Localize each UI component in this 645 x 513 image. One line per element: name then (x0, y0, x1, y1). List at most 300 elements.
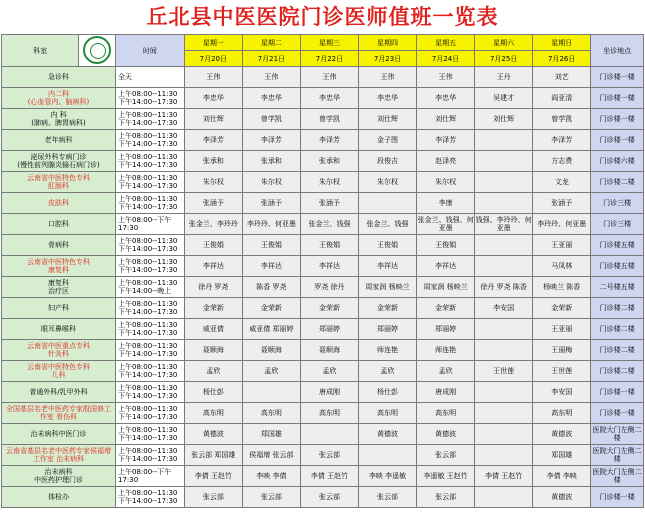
doctor-cell: 张云部 (417, 487, 475, 508)
time-cell-line: 上午08:00--11:30 (117, 279, 178, 287)
dept-cell (2, 172, 116, 193)
time-cell (115, 130, 184, 151)
table-row (2, 130, 644, 151)
doctor-cell: 李安国 (475, 298, 533, 319)
time-cell-line: 上午08:00--11:30 (117, 321, 178, 329)
weekday-header: 星期四 (358, 35, 416, 51)
dept-cell (2, 214, 116, 235)
doctor-cell: 李泽芳 (242, 130, 300, 151)
dept-cell (2, 109, 116, 130)
date-header: 7月25日 (475, 51, 533, 67)
dept-cell-line: 治疗区 (47, 287, 69, 295)
table-row (2, 298, 644, 319)
time-cell (115, 214, 184, 235)
dept-cell (2, 130, 116, 151)
doctor-cell: 李忠华 (184, 88, 242, 109)
doctor-cell: 曾学凯 (300, 109, 358, 130)
dept-cell (2, 487, 116, 508)
dept-cell-line: 云南省中医特色专科 (26, 258, 90, 266)
doctor-cell: 周家润 杨映兰 (358, 277, 416, 298)
doctor-cell: 高东明 (417, 403, 475, 424)
doctor-cell: 张云部 (358, 487, 416, 508)
doctor-cell: 黄德波 (417, 424, 475, 445)
table-row (2, 235, 644, 256)
doctor-cell: 孟欣 (417, 361, 475, 382)
dept-cell-line: 云南省基层名老中医药专家侯福增 (5, 447, 111, 455)
location-cell: 门诊楼一楼 (591, 130, 644, 151)
doctor-cell: 孟欣 (358, 361, 416, 382)
time-cell-line: 下午14:00--17:30 (117, 308, 178, 316)
time-cell-line: 上午08:00--11:30 (117, 153, 178, 161)
time-cell-line: 上午08:00--11:30 (117, 489, 178, 497)
doctor-cell: 张承和 (300, 151, 358, 172)
dept-cell (2, 88, 116, 109)
dept-cell (2, 256, 116, 277)
location-cell: 门诊楼二楼 (591, 361, 644, 382)
dept-cell (2, 193, 116, 214)
dept-cell-line: 泌尿外科专病门诊 (30, 153, 87, 161)
doctor-cell: 李玲玲、何亚墨 (533, 214, 591, 235)
dept-cell-line: 治未病科中医门诊 (30, 430, 87, 438)
weekday-header: 星期三 (300, 35, 358, 51)
doctor-cell: 刘仕辉 (184, 109, 242, 130)
date-header: 7月21日 (242, 51, 300, 67)
doctor-cell (475, 403, 533, 424)
location-cell: 门诊楼二楼 (591, 340, 644, 361)
weekday-header: 星期二 (242, 35, 300, 51)
doctor-cell (475, 340, 533, 361)
doctor-cell: 王亚丽 (533, 319, 591, 340)
doctor-cell: 王俊娟 (358, 235, 416, 256)
time-cell (115, 424, 184, 445)
doctor-cell: 赵泽亮 (417, 151, 475, 172)
doctor-cell: 张金兰、李玲玲 (184, 214, 242, 235)
time-cell-line: 上午08:00--11:30 (117, 342, 178, 350)
doctor-cell: 孟欣 (300, 361, 358, 382)
time-cell (115, 319, 184, 340)
time-cell-line: 下午14:00--17:30 (117, 392, 178, 400)
time-cell (115, 109, 184, 130)
time-header: 时间 (115, 35, 184, 67)
time-cell-line: 下午14:00--17:30 (117, 98, 178, 106)
table-row (2, 319, 644, 340)
dept-cell-line: 普通外科/乳甲外科 (29, 388, 88, 396)
date-header: 7月20日 (184, 51, 242, 67)
doctor-cell (475, 172, 533, 193)
doctor-cell: 王伟 (358, 67, 416, 88)
doctor-cell: 黄德波 (533, 424, 591, 445)
dept-cell (2, 424, 116, 445)
time-cell-line: 下午14:00--17:30 (117, 245, 178, 253)
doctor-cell (475, 319, 533, 340)
location-cell: 门诊三楼 (591, 214, 644, 235)
doctor-cell: 张承和 (242, 151, 300, 172)
location-cell: 门诊楼五楼 (591, 256, 644, 277)
doctor-cell: 张金兰、钱强 (358, 214, 416, 235)
doctor-cell: 杨映兰 陈香 (533, 277, 591, 298)
time-cell-line: 上午08:00--11:30 (117, 174, 178, 182)
dept-cell (2, 151, 116, 172)
doctor-cell: 钱强、李玲玲、何亚墨 (475, 214, 533, 235)
doctor-cell (475, 256, 533, 277)
doctor-cell: 李安国 (533, 382, 591, 403)
doctor-cell: 曾学凯 (242, 109, 300, 130)
date-header: 7月24日 (417, 51, 475, 67)
doctor-cell: 王俊娟 (184, 235, 242, 256)
location-cell: 医院大门左侧二楼 (591, 466, 644, 487)
time-cell-line: 上午08:00--11:30 (117, 426, 178, 434)
doctor-cell: 陈香 罗尧 (242, 277, 300, 298)
doctor-cell: 朱尔权 (417, 172, 475, 193)
time-cell (115, 277, 184, 298)
doctor-cell: 张云部 (300, 487, 358, 508)
time-cell (115, 466, 184, 487)
table-row (2, 361, 644, 382)
dept-cell-line: 急诊科 (47, 73, 69, 81)
doctor-cell: 王伟 (417, 67, 475, 88)
date-header: 7月26日 (533, 51, 591, 67)
doctor-cell: 张云部 (184, 487, 242, 508)
doctor-cell: 李祥达 (417, 256, 475, 277)
time-cell-line: 下午14:00--17:30 (117, 119, 178, 127)
doctor-cell: 朱尔权 (242, 172, 300, 193)
time-cell-line: 全天 (117, 73, 132, 81)
time-cell-line: 下午14:00--17:30 (117, 455, 178, 463)
doctor-cell: 金荣新 (358, 298, 416, 319)
doctor-cell: 王世莲 (533, 361, 591, 382)
doctor-cell: 李祥达 (242, 256, 300, 277)
time-cell-line: 下午14:00--17:30 (117, 350, 178, 358)
time-cell-line: 下午14:00--17:30 (117, 434, 178, 442)
date-header: 7月23日 (358, 51, 416, 67)
doctor-cell: 周家润 杨映兰 (417, 277, 475, 298)
doctor-cell: 聂顺海 (184, 340, 242, 361)
dept-cell-line: 内二科 (47, 90, 69, 98)
time-cell-line: 下午14:00--17:30 (117, 413, 178, 421)
time-cell-line: 下午14:00--17:30 (117, 329, 178, 337)
time-cell-line: 17:30 (117, 224, 139, 232)
doctor-cell: 聂顺海 (300, 340, 358, 361)
doctor-cell: 王丹 (475, 67, 533, 88)
time-cell-line: 下午14:00--17:30 (117, 140, 178, 148)
doctor-cell: 朱尔权 (184, 172, 242, 193)
dept-cell-line: 治未病科 (44, 468, 73, 476)
time-cell (115, 172, 184, 193)
doctor-cell: 李忠华 (300, 88, 358, 109)
doctor-cell (475, 130, 533, 151)
doctor-cell: 王伟 (300, 67, 358, 88)
doctor-cell: 李映 李遥敏 (358, 466, 416, 487)
doctor-cell: 李泽芳 (300, 130, 358, 151)
dept-cell-line: 中医药护理门诊 (33, 476, 83, 484)
dept-cell (2, 445, 116, 466)
doctor-cell: 张金兰、钱强、何亚墨 (417, 214, 475, 235)
time-cell (115, 361, 184, 382)
location-cell: 门诊楼一楼 (591, 88, 644, 109)
doctor-cell: 王俊娟 (417, 235, 475, 256)
time-cell-line: 下午14:00--17:30 (117, 371, 178, 379)
doctor-cell: 金荣新 (533, 298, 591, 319)
time-cell-line: 上午08:00--11:30 (117, 111, 178, 119)
doctor-cell: 唐成刚 (417, 382, 475, 403)
dept-cell-line: 康复科 (47, 279, 69, 287)
doctor-cell: 李倩 王赵竹 (184, 466, 242, 487)
doctor-cell: 郑丽婷 (417, 319, 475, 340)
dept-cell (2, 67, 116, 88)
doctor-cell: 金子图 (358, 130, 416, 151)
location-cell: 门诊楼一楼 (591, 403, 644, 424)
location-cell: 二号楼五楼 (591, 277, 644, 298)
doctor-cell (475, 235, 533, 256)
table-row (2, 193, 644, 214)
doctor-cell: 吴建才 (475, 88, 533, 109)
time-cell-line: 17:30 (117, 476, 139, 484)
doctor-cell: 孟欣 (242, 361, 300, 382)
location-cell: 门诊楼一楼 (591, 487, 644, 508)
doctor-cell: 师连艳 (358, 340, 416, 361)
doctor-cell: 张云部 (300, 445, 358, 466)
location-cell: 门诊楼一楼 (591, 109, 644, 130)
doctor-cell: 曾学凯 (533, 109, 591, 130)
time-cell (115, 88, 184, 109)
doctor-cell: 朱尔权 (300, 172, 358, 193)
time-cell (115, 298, 184, 319)
time-cell (115, 193, 184, 214)
doctor-cell (358, 193, 416, 214)
time-cell-line: 下午14:00--17:30 (117, 161, 178, 169)
doctor-cell (242, 382, 300, 403)
doctor-cell: 张云部 (242, 487, 300, 508)
table-row (2, 445, 644, 466)
location-cell: 门诊楼二楼 (591, 172, 644, 193)
doctor-cell: 李玲玲、何亚墨 (242, 214, 300, 235)
doctor-cell: 孟欣 (184, 361, 242, 382)
doctor-cell: 高东明 (184, 403, 242, 424)
doctor-cell (300, 424, 358, 445)
dept-cell-line: 皮肤科 (47, 199, 69, 207)
doctor-cell: 侯福增 张云部 (242, 445, 300, 466)
time-cell-line: 下午14:00--17:30 (117, 203, 178, 211)
dept-cell-line: 体检办 (47, 493, 69, 501)
dept-cell-line: 工作室 治未病科 (32, 455, 85, 463)
doctor-cell (475, 424, 533, 445)
doctor-cell: 威亚倩 (184, 319, 242, 340)
doctor-cell: 刘仕辉 (417, 109, 475, 130)
dept-cell-line: 儿科 (51, 371, 66, 379)
doctor-cell (475, 193, 533, 214)
table-row (2, 67, 644, 88)
time-cell-line: 上午08:00--11:30 (117, 195, 178, 203)
doctor-cell: 阎亚清 (533, 88, 591, 109)
table-row (2, 424, 644, 445)
location-cell: 医院大门左侧二楼 (591, 424, 644, 445)
doctor-cell: 黄德波 (358, 424, 416, 445)
dept-cell (2, 340, 116, 361)
weekday-header: 星期一 (184, 35, 242, 51)
location-cell: 门诊楼一楼 (591, 67, 644, 88)
dept-cell-line: 妇产科 (47, 304, 69, 312)
doctor-cell: 张涵予 (242, 193, 300, 214)
location-header: 坐诊地点 (591, 35, 644, 67)
doctor-cell: 唐成刚 (300, 382, 358, 403)
table-row (2, 403, 644, 424)
location-cell: 门诊楼一楼 (591, 382, 644, 403)
doctor-cell: 张金兰、钱强 (300, 214, 358, 235)
doctor-cell: 王俊娟 (300, 235, 358, 256)
time-cell-line: 下午14:00--晚上 (117, 287, 172, 295)
dept-cell (2, 277, 116, 298)
doctor-cell: 王世莲 (475, 361, 533, 382)
doctor-cell: 张云部 郑国雄 (184, 445, 242, 466)
hospital-emblem-icon (83, 36, 111, 64)
dept-cell (2, 466, 116, 487)
table-row (2, 88, 644, 109)
dept-cell-line: (心血管内、脑病科) (27, 98, 90, 106)
doctor-cell: 金荣新 (184, 298, 242, 319)
doctor-cell: 文龙 (533, 172, 591, 193)
doctor-cell: 高东明 (533, 403, 591, 424)
table-row (2, 214, 644, 235)
doctor-cell: 金荣新 (242, 298, 300, 319)
doctor-cell: 徐丹 罗尧 陈香 (475, 277, 533, 298)
doctor-cell: 李康 (417, 193, 475, 214)
time-cell-line: 上午08:00--下午 (117, 468, 172, 476)
doctor-cell: 李泽芳 (533, 130, 591, 151)
location-cell: 门诊三楼 (591, 193, 644, 214)
doctor-cell: 李祥达 (358, 256, 416, 277)
doctor-cell: 罗尧 徐丹 (300, 277, 358, 298)
table-row (2, 382, 644, 403)
doctor-cell: 段俊吉 (358, 151, 416, 172)
doctor-cell: 李映 李倩 (242, 466, 300, 487)
doctor-cell: 李泽芳 (184, 130, 242, 151)
dept-cell-line: 康复科 (47, 266, 69, 274)
dept-cell-line: 全国基层名老中医药专家殷国修工 (5, 405, 111, 413)
time-cell (115, 67, 184, 88)
time-cell (115, 256, 184, 277)
doctor-cell: 李祥达 (300, 256, 358, 277)
doctor-cell (475, 487, 533, 508)
doctor-cell: 李倩 李映 (533, 466, 591, 487)
time-cell-line: 上午08:00--11:30 (117, 405, 178, 413)
weekday-header: 星期日 (533, 35, 591, 51)
table-row (2, 256, 644, 277)
doctor-cell: 李泽芳 (417, 130, 475, 151)
time-cell-line: 上午08:00--11:30 (117, 90, 178, 98)
doctor-cell: 郑丽婷 (300, 319, 358, 340)
time-cell-line: 上午08:00--11:30 (117, 300, 178, 308)
weekday-header: 星期六 (475, 35, 533, 51)
doctor-cell: 李忠华 (358, 88, 416, 109)
time-cell-line: 下午14:00--17:30 (117, 182, 178, 190)
time-cell-line: 上午08:00--下午 (117, 216, 172, 224)
table-row (2, 277, 644, 298)
location-cell: 医院大门左侧二楼 (591, 445, 644, 466)
time-cell (115, 487, 184, 508)
doctor-cell: 刘艺 (533, 67, 591, 88)
doctor-cell: 王亚丽 (533, 235, 591, 256)
doctor-cell: 郑丽婷 (358, 319, 416, 340)
doctor-cell: 朱尔权 (358, 172, 416, 193)
doctor-cell: 徐丹 罗尧 (184, 277, 242, 298)
doctor-cell: 聂顺海 (242, 340, 300, 361)
dept-cell (2, 403, 116, 424)
dept-cell-line: 老年病科 (44, 136, 73, 144)
dept-header: 科室 (2, 35, 79, 67)
doctor-cell: 高东明 (300, 403, 358, 424)
location-cell: 门诊楼二楼 (591, 319, 644, 340)
table-row (2, 487, 644, 508)
time-cell-line: 上午08:00--11:30 (117, 237, 178, 245)
dept-cell (2, 361, 116, 382)
time-cell-line: 下午14:00--17:30 (117, 266, 178, 274)
time-cell-line: 上午08:00--11:30 (117, 384, 178, 392)
time-cell-line: 上午08:00--11:30 (117, 132, 178, 140)
time-cell-line: 下午14:00--17:30 (117, 497, 178, 505)
dept-cell-line: 针灸科 (47, 350, 69, 358)
doctor-cell: 李祥达 (184, 256, 242, 277)
doctor-cell: 李忠华 (417, 88, 475, 109)
doctor-cell: 金荣新 (417, 298, 475, 319)
doctor-cell: 师连艳 (417, 340, 475, 361)
table-row (2, 109, 644, 130)
dept-cell-line: 肛肠科 (47, 182, 69, 190)
time-cell (115, 151, 184, 172)
weekday-header: 星期五 (417, 35, 475, 51)
doctor-cell: 李忠华 (242, 88, 300, 109)
dept-cell-line: 内 科 (50, 111, 67, 119)
doctor-cell: 马凤林 (533, 256, 591, 277)
doctor-cell: 张涵予 (184, 193, 242, 214)
location-cell: 门诊楼二楼 (591, 298, 644, 319)
doctor-cell: 黄德波 (533, 487, 591, 508)
doctor-cell: 威亚倩 郑丽婷 (242, 319, 300, 340)
doctor-cell: 高东明 (358, 403, 416, 424)
doctor-cell: 张涵予 (533, 193, 591, 214)
time-cell-line: 上午08:00--11:30 (117, 258, 178, 266)
time-cell (115, 382, 184, 403)
dept-cell (2, 382, 116, 403)
doctor-cell: 张云部 (417, 445, 475, 466)
doctor-cell (475, 151, 533, 172)
table-row (2, 151, 644, 172)
dept-cell-line: (肺病、脾胃病科) (31, 119, 86, 127)
dept-cell-line: 云南省中医重点专科 (26, 342, 90, 350)
doctor-cell (475, 382, 533, 403)
time-cell (115, 340, 184, 361)
doctor-cell: 杨仕彭 (184, 382, 242, 403)
dept-cell-line: 作室 骨伤科 (39, 413, 78, 421)
dept-cell-line: 云南省中医特色专科 (26, 174, 90, 182)
doctor-cell (358, 445, 416, 466)
table-row (2, 172, 644, 193)
doctor-cell: 方志费 (533, 151, 591, 172)
location-cell: 门诊楼五楼 (591, 235, 644, 256)
doctor-cell: 张涵予 (300, 193, 358, 214)
doctor-cell: 杨仕彭 (358, 382, 416, 403)
doctor-cell (475, 445, 533, 466)
dept-cell (2, 235, 116, 256)
doctor-cell: 刘仕辉 (475, 109, 533, 130)
table-row (2, 340, 644, 361)
dept-cell-line: (慢性前列腺炎输石病门诊) (17, 161, 100, 169)
dept-cell-line: 云南省中医特色专科 (26, 363, 90, 371)
location-cell: 门诊楼六楼 (591, 151, 644, 172)
doctor-cell: 金荣新 (300, 298, 358, 319)
doctor-cell: 黄德波 (184, 424, 242, 445)
doctor-cell: 刘仕辉 (358, 109, 416, 130)
table-row (2, 466, 644, 487)
